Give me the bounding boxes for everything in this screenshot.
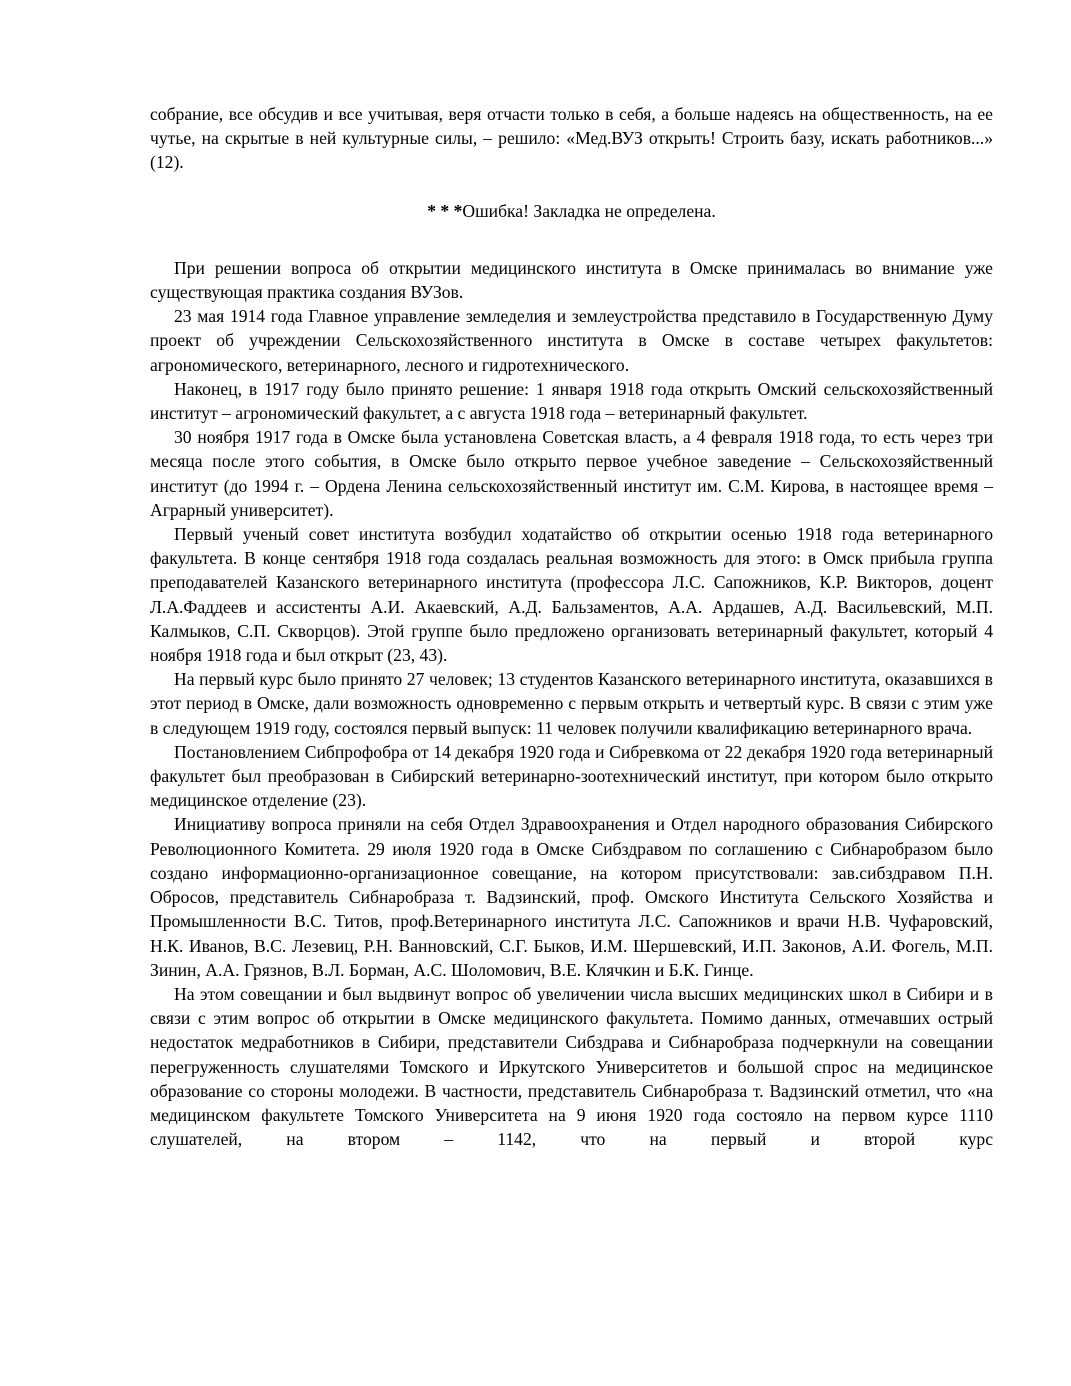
document-page bbox=[150, 102, 993, 1151]
section-stars: * * * bbox=[427, 200, 463, 221]
paragraph: 30 ноября 1917 года в Омске была установлена Советская власть, а 4 февраля 1918 года, то есть через три месяца после этого события, в Омске было открыто первое учебное заведение – Сельскохозяйственный институт (до 1994 г. – Ордена Ленина сельскохозяйственный институт им. С.М. Кирова, в настоящее время – Аграрный университет). bbox=[150, 427, 993, 520]
bookmark-error-text: Ошибка! Закладка не определена. bbox=[462, 200, 716, 221]
paragraph: Постановлением Сибпрофобра от 14 декабря 1920 года и Сибревкома от 22 декабря 1920 года ветеринарный факультет был преобразован в Сибирский ветеринарно-зоотехнический институт, при котором было открыто медицинское отделение (23). bbox=[150, 741, 993, 811]
section-separator bbox=[150, 199, 993, 223]
paragraph: Первый ученый совет института возбудил ходатайство об открытии осенью 1918 года ветеринарного факультета. В конце сентября 1918 года создалась реальная возможность для этого: в Омск прибыла группа преподавателей Казанского ветеринарного института (профессора Л.С. Сапожников, К.Р. Викторов, доцент Л.А.Фаддеев и ассистенты А.И. Акаевский, А.Д. Бальзаментов, А.А. Ардашев, А.Д. Васильевский, М.П. Калмыков, С.П. Скворцов). Этой группе было предложено организовать ветеринарный факультет, который 4 ноября 1918 года и был открыт (23, 43). bbox=[150, 524, 993, 666]
paragraph: Инициативу вопроса приняли на себя Отдел Здравоохранения и Отдел народного образования Сибирского Революционного Комитета. 29 июля 1920 года в Омске Сибздравом по соглашению с Сибнаробразом было создано информационно-организационное совещание, на котором присутствовали: зав.сибздравом П.Н. Обросов, представитель Сибнаробраза т. Вадзинский, проф. Омского Института Сельского Хозяйства и Промышленности В.С. Титов, проф.Ветеринарного института Л.С. Сапожников и врачи Н.В. Чуфаровский, Н.К. Иванов, В.С. Лезевиц, Р.Н. Ванновский, С.Г. Быков, И.М. Шершевский, И.П. Законов, А.И. Фогель, М.П. Зинин, А.А. Грязнов, В.Л. Борман, А.С. Шоломович, В.Е. Клячкин и Б.К. Гинце. bbox=[150, 814, 993, 980]
paragraph: 23 мая 1914 года Главное управление земледелия и землеустройства представило в Государственную Думу проект об учреждении Сельскохозяйственного института в Омске в составе четырех факультетов: агрономического, ветеринарного, лесного и гидротехнического. bbox=[150, 306, 993, 375]
paragraph: На этом совещании и был выдвинут вопрос об увеличении числа высших медицинских школ в Сибири и в связи с этим вопрос об открытии в Омске медицинского факультета. Помимо данных, отмечавших острый недостаток медработников в Сибири, представители Сибздрава и Сибнаробраза подчеркнули на совещании перегруженность слушателями Томского и Иркутского Университетов и большой спрос на медицинское образование со стороны молодежи. В частности, представитель Сибнаробраза т. Вадзинский отметил, что «на медицинском факультете Томского Университета на 9 июня 1920 года состояло на первом курсе 1110 слушателей, на втором – 1142, что на первый и второй курс bbox=[150, 983, 993, 1150]
paragraph-continuation: собрание, все обсудив и все учитывая, веря отчасти только в себя, а больше надеясь на общественность, на ее чутье, на скрытые в ней культурные силы, – решило: «Мед.ВУЗ открыть! Строить базу, искать работников...» (12). bbox=[150, 104, 993, 173]
paragraph: Наконец, в 1917 году было принято решение: 1 января 1918 года открыть Омский сельскохозяйственный институт – агрономический факультет, а с августа 1918 года – ветеринарный факультет. bbox=[150, 378, 993, 424]
paragraph: При решении вопроса об открытии медицинского института в Омске принималась во внимание уже существующая практика создания ВУЗов. bbox=[150, 257, 993, 303]
paragraph: На первый курс было принято 27 человек; 13 студентов Казанского ветеринарного института, оказавшихся в этот период в Омске, дали возможность одновременно с первым открыть и четвертый курс. В связи с этим уже в следующем 1919 году, состоялся первый выпуск: 11 человек получили квалификацию ветеринарного врача. bbox=[150, 669, 993, 738]
